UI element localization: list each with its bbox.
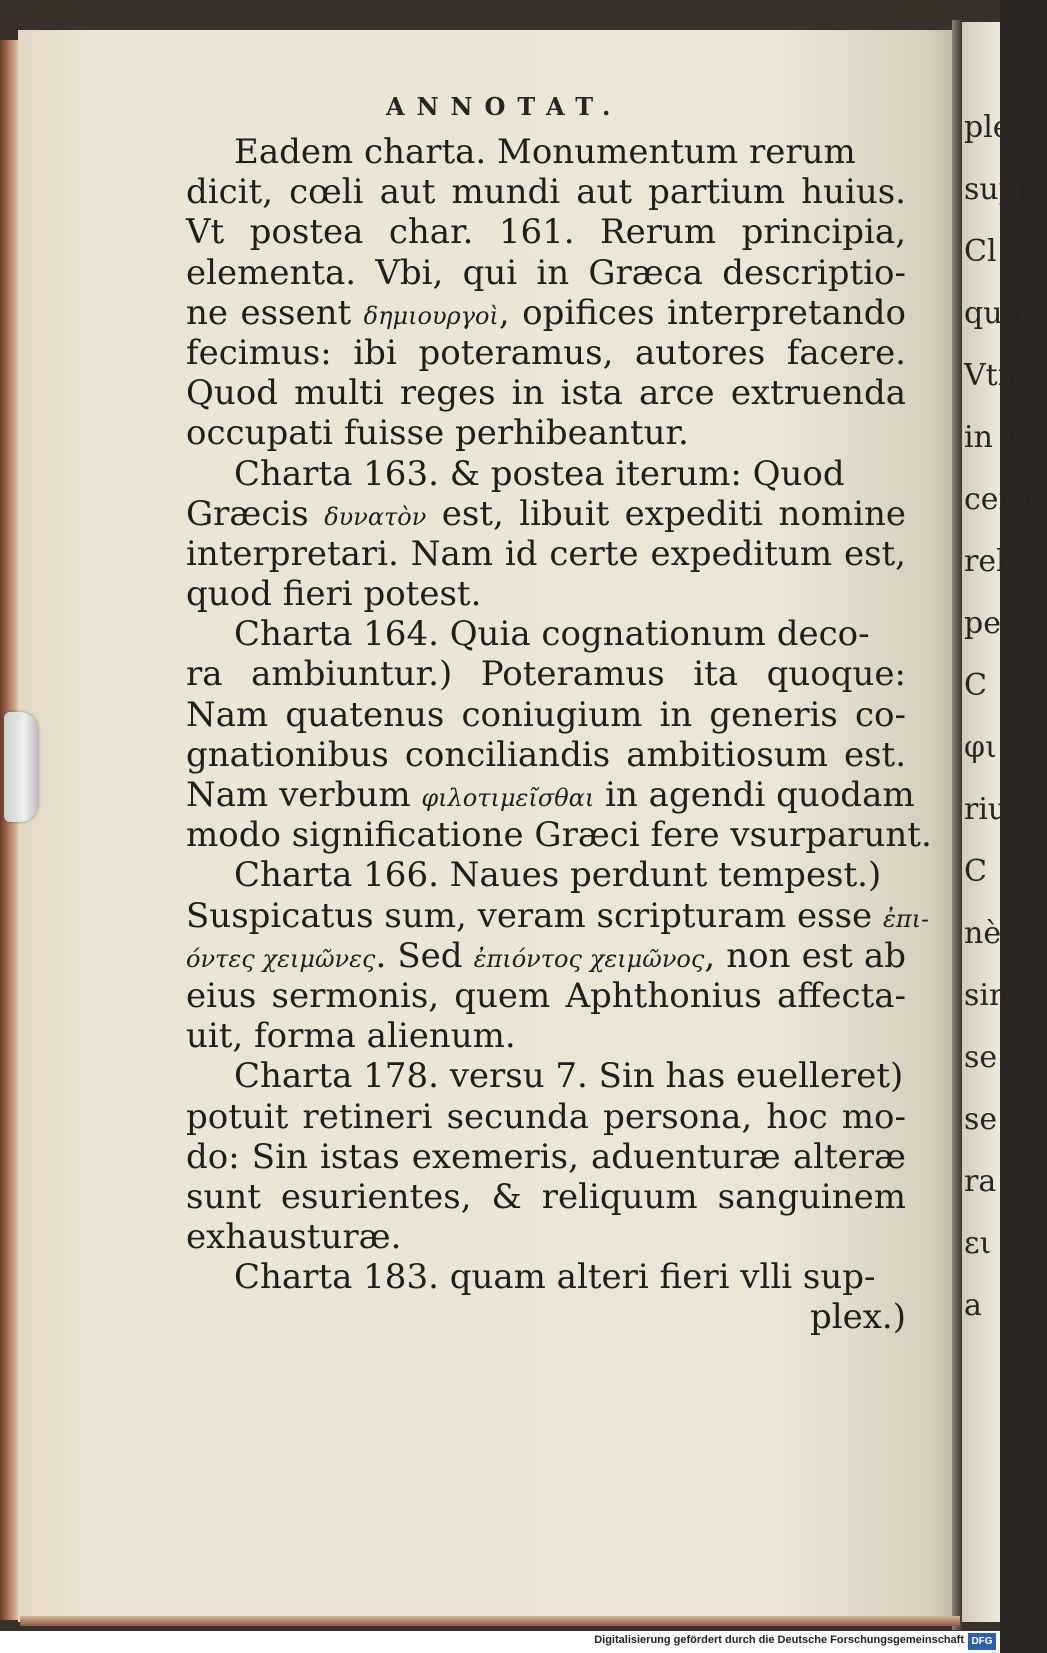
facing-page-text: a [964, 1288, 982, 1323]
greek-word: δυνατὸν [324, 502, 427, 531]
text-line [186, 373, 906, 413]
running-head: ANNOTAT. [386, 92, 623, 121]
facing-page-text: plex. [964, 110, 1038, 145]
line-text: Charta 164. Quia cognationum deco- [234, 614, 870, 655]
text-line [186, 1056, 906, 1096]
text-line [186, 895, 930, 936]
greek-word: όντες χειμῶνες [186, 944, 376, 973]
text-line [186, 132, 906, 172]
text-line [186, 1016, 906, 1056]
line-text: Vt postea char. 161. Rerum principia, [186, 212, 906, 253]
text-line [186, 1257, 906, 1297]
text-line [186, 936, 906, 976]
annotation-text [186, 132, 932, 1338]
line-text: interpretari. Nam id certe expeditum est, [186, 533, 906, 574]
text-line [186, 494, 906, 534]
greek-word: δημιουργοὶ [363, 301, 499, 330]
line-text: Græcis [186, 493, 325, 534]
text-line [186, 1297, 906, 1337]
line-text: exhausturæ. [186, 1217, 402, 1258]
text-line [186, 413, 906, 453]
text-line [186, 775, 915, 815]
text-line [186, 534, 906, 574]
line-text: uit, forma alienum. [186, 1016, 516, 1057]
line-text: potuit retineri secunda persona, hoc mo- [186, 1096, 906, 1137]
text-line [186, 293, 906, 333]
greek-word: ἐπι- [882, 904, 930, 933]
page-clip [4, 712, 38, 822]
text-line [186, 253, 906, 293]
line-text: ra ambiuntur.) Poteramus ita quoque: [186, 654, 906, 695]
line-text: sunt esurientes, & reliquum sanguinem [186, 1176, 906, 1217]
text-line [186, 654, 906, 694]
text-line [186, 735, 906, 775]
facing-page-text: sin [964, 978, 1009, 1013]
facing-page-text: cero [964, 482, 1031, 517]
line-text: modo significatione Græci fere vsurparunt. [186, 815, 932, 856]
facing-page-text: perp [964, 606, 1035, 641]
facing-page-text: in T [964, 420, 1023, 455]
facing-page-text: nè [964, 916, 1002, 951]
text-line [186, 333, 906, 373]
line-text: Suspicatus sum, veram scripturam esse [186, 895, 883, 936]
footer-credit: Digitalisierung gefördert durch die Deutsche Forschungsgemeinschaft [594, 1634, 964, 1646]
facing-page-text: se [964, 1040, 998, 1075]
line-text: eius sermonis, quem Aphthonius affecta- [186, 975, 906, 1016]
line-text: Eadem charta. Monumentum rerum [234, 132, 856, 172]
book-gutter [952, 20, 962, 1630]
line-text: Nam quatenus coniugium in generis co- [186, 694, 906, 735]
line-text: gnationibus conciliandis ambitiosum est. [186, 734, 906, 775]
facing-page-text: supp. [964, 172, 1047, 207]
line-text: Nam verbum [186, 775, 422, 815]
facing-page-text: ει [964, 1226, 992, 1261]
dfg-logo-icon: DFG [968, 1633, 996, 1650]
facing-page-text: Cl [964, 234, 997, 269]
line-text: plex.) [809, 1297, 906, 1338]
facing-page-text: C [964, 668, 987, 703]
line-text: Charta 178. versu 7. Sin has euelleret) [234, 1056, 904, 1097]
greek-word: ἐπιόντος χειμῶνος [473, 944, 705, 973]
line-text: est, libuit expediti nomine [426, 493, 906, 534]
facing-page-text: quin [964, 296, 1032, 331]
facing-page-text: se [964, 1102, 998, 1137]
footer-bar [0, 1631, 1000, 1653]
facing-page-text: reli [964, 544, 1016, 579]
bottom-page-edge [20, 1616, 960, 1626]
line-text: Charta 163. & postea iterum: Quod [234, 453, 845, 494]
facing-page-text: rius [964, 792, 1023, 827]
text-line [186, 1177, 906, 1217]
text-line [186, 454, 906, 494]
text-line [186, 574, 906, 614]
line-text: do: Sin istas exemeris, aduenturæ alteræ [186, 1136, 906, 1177]
line-text: Charta 166. Naues perdunt tempest.) [234, 855, 882, 896]
text-line [186, 976, 906, 1016]
line-text: . Sed [375, 935, 474, 976]
facing-page-text: Vtn [964, 358, 1018, 393]
text-line [186, 614, 906, 654]
text-line [186, 172, 906, 212]
line-text: , opifices interpretando [498, 292, 906, 333]
facing-page-text: C [964, 854, 987, 889]
line-text: ne essent [186, 292, 364, 333]
facing-page-text: ra [964, 1164, 997, 1199]
greek-word: φιλοτιμεῖσθαι [421, 784, 595, 812]
text-line [186, 695, 906, 735]
text-line [186, 855, 906, 895]
line-text: , non est ab [704, 935, 906, 976]
text-line [186, 815, 932, 856]
line-text: in agendi quodam [594, 775, 915, 815]
line-text: elementa. Vbi, qui in Græca descriptio- [186, 252, 906, 293]
line-text: occupati fuisse perhibeantur. [186, 413, 689, 454]
text-line [186, 1097, 906, 1137]
line-text: fecimus: ibi poteramus, autores facere. [186, 332, 906, 373]
text-line [186, 1137, 906, 1177]
facing-page-fragment [962, 22, 1047, 1622]
line-text: Charta 183. quam alteri fieri vlli sup- [234, 1257, 876, 1298]
facing-page-text: φι [964, 730, 997, 765]
text-line [186, 1217, 906, 1257]
line-text: Quod multi reges in ista arce extruenda [186, 373, 906, 414]
line-text: dicit, cœli aut mundi aut partium huius. [186, 172, 906, 213]
text-line [186, 212, 906, 252]
line-text: quod fieri potest. [186, 574, 482, 615]
